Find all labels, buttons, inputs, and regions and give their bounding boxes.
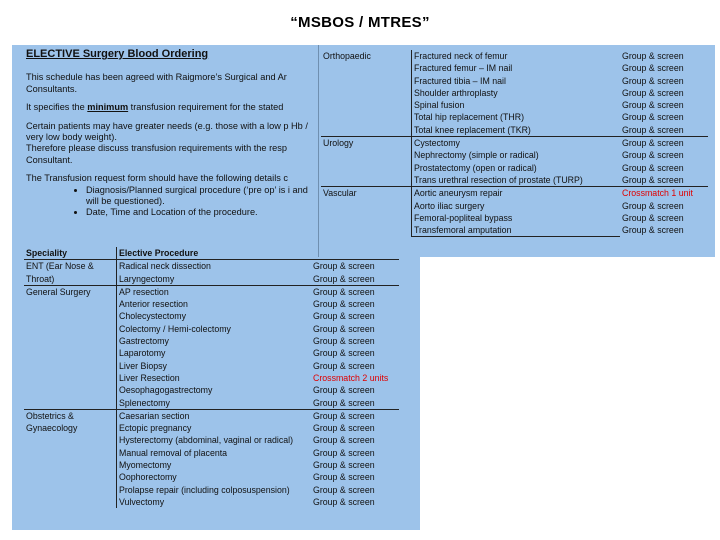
procedure-cell: Gastrectomy [117, 335, 312, 347]
requirement-cell: Group & screen [622, 225, 684, 236]
specialty-cell [321, 212, 412, 224]
requirement-cell: Group & screen [313, 484, 375, 495]
table-row [321, 87, 708, 99]
specialty-cell [24, 360, 117, 372]
procedure-cell: Cholecystectomy [117, 310, 312, 322]
procedure-cell: Prolapse repair (including colposuspension) [117, 484, 312, 496]
procedure-cell: Colectomy / Hemi-colectomy [117, 323, 312, 335]
requirement-cell: Group & screen [313, 348, 375, 359]
table-row [321, 111, 708, 123]
procedure-cell: Manual removal of placenta [117, 447, 312, 459]
table-row [24, 347, 399, 359]
procedure-cell: Oesophagogastrectomy [117, 384, 312, 396]
intro-paragraph-4: Therefore please discuss transfusion requirements with the resp Consultant. [26, 143, 287, 165]
procedure-cell: Cystectomy [412, 137, 621, 150]
procedure-cell: Total hip replacement (THR) [412, 111, 621, 123]
table-row [321, 174, 708, 187]
procedure-cell: Ectopic pregnancy [117, 422, 312, 434]
requirement-cell: Group & screen [313, 360, 375, 371]
specialty-cell [321, 111, 412, 123]
requirement-cell: Group & screen [622, 75, 684, 86]
procedure-cell: Total knee replacement (TKR) [412, 124, 621, 137]
specialty-cell [24, 335, 117, 347]
requirement-cell: Group & screen [313, 472, 375, 483]
procedure-cell: Liver Resection [117, 372, 312, 384]
procedure-cell: Splenectomy [117, 397, 312, 410]
specialty-cell [321, 162, 412, 174]
specialty-cell [24, 496, 117, 508]
table-row [24, 384, 399, 396]
table-row [321, 212, 708, 224]
table-row [24, 471, 399, 483]
specialty-cell [24, 310, 117, 322]
table-row [321, 137, 708, 150]
table-row [24, 447, 399, 459]
table-row [24, 310, 399, 322]
left-procedure-table [24, 247, 399, 508]
table-row [321, 50, 708, 62]
specialty-cell: Orthopaedic [323, 51, 371, 61]
requirement-cell: Group & screen [313, 460, 375, 471]
requirement-cell: Group & screen [622, 63, 684, 74]
procedure-cell: Fractured tibia – IM nail [412, 75, 621, 87]
procedure-cell: Aortic aneurysm repair [412, 187, 621, 200]
specialty-cell: Throat) [24, 273, 117, 286]
requirement-cell: Group & screen [313, 397, 375, 408]
slide-title: “MSBOS / MTRES” [290, 14, 430, 31]
intro-text [26, 49, 316, 219]
procedure-cell: Laparotomy [117, 347, 312, 359]
table-row [24, 323, 399, 335]
procedure-cell: Femoral-popliteal bypass [412, 212, 621, 224]
procedure-cell: Shoulder arthroplasty [412, 87, 621, 99]
specialty-cell: Urology [321, 137, 412, 150]
specialty-cell [24, 434, 117, 446]
specialty-cell [321, 99, 412, 111]
requirement-cell: Group & screen [622, 112, 684, 123]
table-row [24, 422, 399, 434]
requirement-cell: Group & screen [313, 385, 375, 396]
procedure-cell: Radical neck dissection [117, 260, 312, 273]
procedure-cell: Caesarian section [117, 409, 312, 422]
specialty-cell [24, 323, 117, 335]
specialty-cell [24, 447, 117, 459]
specialty-cell [321, 124, 412, 137]
procedure-cell: Vulvectomy [117, 496, 312, 508]
procedure-cell: Trans urethral resection of prostate (TURP) [412, 174, 621, 187]
requirement-cell: Group & screen [313, 311, 375, 322]
intro-paragraph-3: Certain patients may have greater needs (e.g. those with a low p Hb / very low body weight). [26, 120, 308, 143]
table-row [321, 62, 708, 74]
requirement-cell: Group & screen [313, 299, 375, 310]
intro-paragraph-2: It specifies the minimum transfusion requirement for the stated [26, 102, 284, 113]
table-row [24, 459, 399, 471]
table-row [321, 149, 708, 161]
procedure-cell: AP resection [117, 285, 312, 298]
specialty-cell [321, 75, 412, 87]
specialty-cell: General Surgery [24, 285, 117, 298]
specialty-cell: ENT (Ear Nose & [24, 260, 117, 273]
requirement-cell: Group & screen [622, 212, 684, 223]
procedure-cell: Laryngectomy [117, 273, 312, 286]
specialty-cell [321, 200, 412, 212]
table-row [24, 409, 399, 422]
requirement-cell: Crossmatch 1 unit [620, 187, 708, 200]
list-item: • Diagnosis/Planned surgical procedure (‘pre op’ is i and will be questioned). [86, 185, 316, 208]
specialty-cell [24, 347, 117, 359]
requirement-cell: Group & screen [313, 435, 375, 446]
procedure-cell: Nephrectomy (simple or radical) [412, 149, 621, 161]
procedure-cell: Liver Biopsy [117, 360, 312, 372]
specialty-cell: Vascular [321, 187, 412, 200]
requirement-cell: Group & screen [311, 285, 399, 298]
requirement-cell: Group & screen [313, 423, 375, 434]
table-row [321, 75, 708, 87]
specialty-cell [24, 384, 117, 396]
specialty-cell [321, 149, 412, 161]
specialty-cell [24, 372, 117, 384]
table-row [24, 372, 399, 384]
specialty-cell: Obstetrics & [24, 409, 117, 422]
procedure-cell: Oophorectomy [117, 471, 312, 483]
specialty-cell [24, 484, 117, 496]
minimum-emphasis: minimum [87, 102, 129, 113]
request-details-list [26, 185, 316, 219]
table-row [321, 224, 708, 237]
requirement-cell: Group & screen [622, 87, 684, 98]
procedure-cell: Hysterectomy (abdominal, vaginal or radical) [117, 434, 312, 446]
intro-paragraph-5: The Transfusion request form should have the following details c [26, 173, 288, 184]
table-row [24, 397, 399, 410]
intro-paragraph-1: This schedule has been agreed with Raigmore’s Surgical and Ar Consultants. [26, 72, 287, 94]
requirement-cell: Group & screen [313, 496, 375, 507]
specialty-cell: Gynaecology [24, 422, 117, 434]
procedure-cell: Prostatectomy (open or radical) [412, 162, 621, 174]
specialty-cell [321, 87, 412, 99]
requirement-cell: Group & screen [622, 200, 684, 211]
table-row [24, 298, 399, 310]
procedure-header: Elective Procedure [117, 247, 312, 260]
table-row [24, 285, 399, 298]
specialty-cell [321, 174, 412, 187]
requirement-cell: Group & screen [620, 137, 708, 150]
specialty-header: Speciality [24, 247, 117, 260]
requirement-cell: Group & screen [622, 51, 684, 61]
requirement-cell: Group & screen [622, 124, 684, 135]
requirement-cell: Group & screen [622, 174, 684, 185]
table-row [24, 335, 399, 347]
requirement-cell: Group & screen [622, 162, 684, 173]
requirement-cell: Group & screen [622, 150, 684, 161]
requirement-cell: Group & screen [313, 273, 375, 284]
requirement-cell: Group & screen [313, 323, 375, 334]
requirement-cell: Group & screen [313, 447, 375, 458]
specialty-cell [321, 62, 412, 74]
requirement-cell: Group & screen [313, 336, 375, 347]
table-row [321, 187, 708, 200]
specialty-cell [24, 298, 117, 310]
requirement-cell: Group & screen [311, 260, 399, 273]
list-item: • Date, Time and Location of the procedure. [86, 207, 316, 218]
table-row [24, 496, 399, 508]
specialty-cell [24, 397, 117, 410]
requirement-cell: Group & screen [311, 409, 399, 422]
table-row [24, 273, 399, 286]
requirement-cell: Crossmatch 2 units [313, 372, 389, 383]
specialty-cell [321, 224, 412, 237]
right-procedure-table [321, 50, 708, 237]
procedure-cell: Fractured neck of femur [412, 50, 621, 62]
right-document-panel [318, 45, 715, 257]
requirement-cell: Group & screen [622, 100, 684, 111]
specialty-cell [24, 459, 117, 471]
procedure-cell: Aorto iliac surgery [412, 200, 621, 212]
specialty-cell [24, 471, 117, 483]
procedure-cell: Transfemoral amputation [412, 224, 621, 237]
table-row [321, 162, 708, 174]
table-row [24, 260, 399, 273]
table-row [24, 360, 399, 372]
document-heading: ELECTIVE Surgery Blood Ordering [26, 48, 209, 60]
procedure-cell: Spinal fusion [412, 99, 621, 111]
procedure-cell: Fractured femur – IM nail [412, 62, 621, 74]
table-row [24, 484, 399, 496]
table-row [321, 99, 708, 111]
table-row [321, 124, 708, 137]
procedure-cell: Anterior resection [117, 298, 312, 310]
procedure-cell: Myomectomy [117, 459, 312, 471]
table-row [321, 200, 708, 212]
table-row [24, 434, 399, 446]
